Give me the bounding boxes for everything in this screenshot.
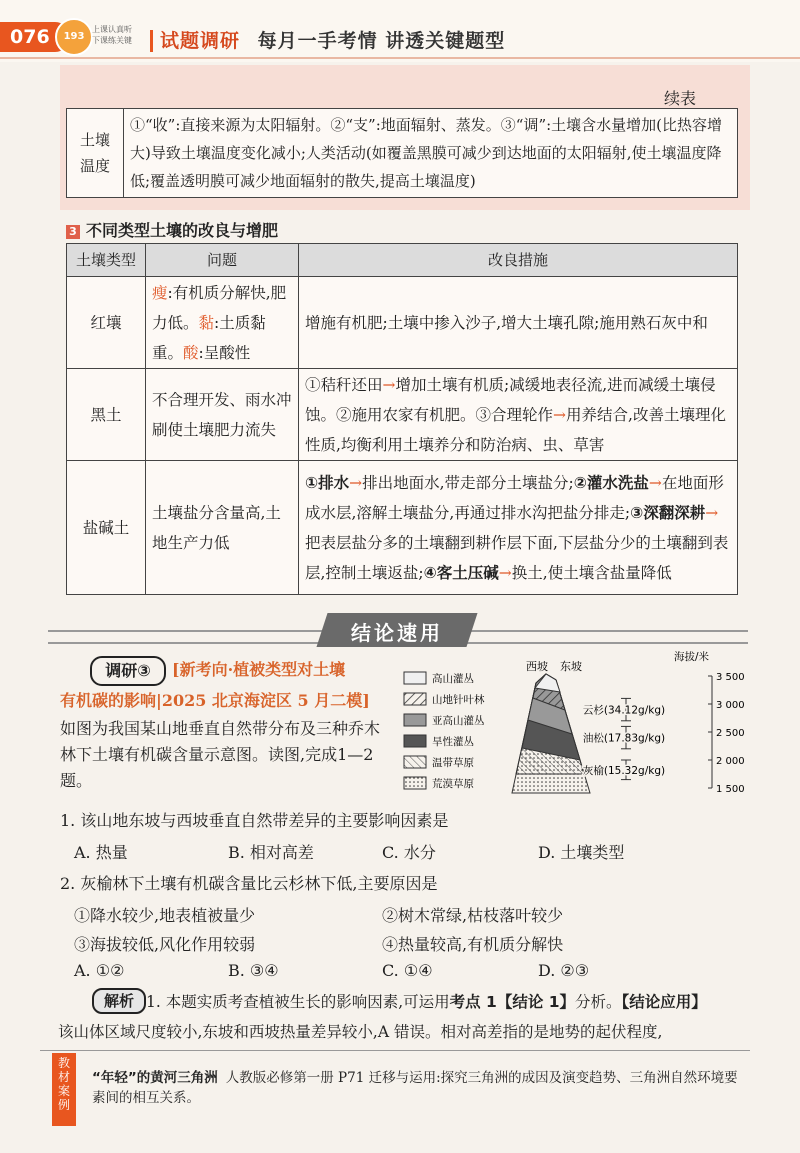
option[interactable]: B. 相对高差 [228,843,314,862]
legend-label: 亚高山灌丛 [432,715,485,727]
legend-swatch-conifer [404,693,426,705]
slogan-line-2: 下课练关键 [92,36,132,45]
footer-text: “年轻”的黄河三角洲 人教版必修第一册 P71 迁移与运用:探究三角洲的成因及演变趋势、三角洲自然环境要素间的相互关系。 [92,1070,738,1106]
problem-cell: 不合理开发、雨水冲刷使土壤肥力流失 [146,369,299,461]
legend-swatch-alpine-shrub [404,672,426,684]
mountain-profile [512,674,590,793]
legend-swatch-desert-steppe [404,777,426,789]
problem-cell: 瘦:有机质分解快,肥力低。黏:土质黏重。酸:呈酸性 [146,277,299,369]
section-banner: 结论速用 [351,621,443,645]
research-tag: 调研③ [90,656,166,686]
soil-type-cell: 盐碱土 [67,461,146,595]
table-header-row [67,244,738,277]
header-rule [0,57,800,59]
analysis-line-1: 1. 本题实质考查植被生长的影响因素,可运用考点 1【结论 1】分析。【结论应用】 [146,993,707,1011]
header-title-rest: 每月一手考情 讲透关键题型 [257,30,506,52]
statement: ④热量较高,有机质分解快 [382,935,564,954]
table-row [67,369,738,461]
arrow-icon: → [349,473,363,492]
question-1-options [74,840,754,864]
axis-tick-label: 3 500 [716,672,745,683]
table-row [67,461,738,595]
statement: ②树木常绿,枯枝落叶较少 [382,906,564,925]
header-slogan [92,24,148,46]
legend-label: 山地针叶林 [432,694,485,706]
legend-swatch-subalpine [404,714,426,726]
row-content: ①“收”:直接来源为太阳辐射。②“支”:地面辐射、蒸发。③“调”:土壤含水量增加(比热容增大)导致土壤温度变化减小;人类活动(如覆盖黑膜可减少到达地面的太阳辐射,使土壤温度降低;覆盖透明膜可减少地面辐射的散失,提高土壤温度) [124,109,738,198]
option[interactable]: C. ①④ [382,961,433,980]
legend-swatch-xeric [404,735,426,747]
header-title [160,26,505,53]
source-line-1: [新考向·植被类型对土壤 [172,660,346,679]
problem-cell: 土壤盐分含量高,土地生产力低 [146,461,299,595]
question-2-options [74,961,754,985]
analysis-line-2: 该山体区域尺度较小,东坡和西坡热量差异较小,A 错误。相对高差指的是地势的起伏程度, [58,1023,663,1041]
tree-range [583,760,665,780]
row-label: 土壤温度 [67,109,124,198]
page-number: 076 [0,22,70,52]
soil-type-cell: 黑土 [67,369,146,461]
statement: ①降水较少,地表植被量少 [74,906,256,925]
section-title [66,218,278,241]
statement: ③海拔较低,风化作用较弱 [74,935,256,954]
option[interactable]: B. ③④ [228,961,279,980]
measures-cell: ①秸秆还田→增加土壤有机质;减缓地表径流,进而减缓土壤侵蚀。②施用农家有机肥。③合理轮作→用养结合,改善土壤理化性质,均衡利用土壤养分和防治病、虫、草害 [299,369,738,461]
soil-improvement-table [66,243,738,595]
soil-temperature-table [66,108,738,198]
col-header: 改良措施 [299,244,738,277]
axis-tick-label: 3 000 [716,700,745,711]
question-2-statements [74,903,754,927]
question-2-stem: 2. 灰榆林下土壤有机碳含量比云杉林下低,主要原因是 [60,874,438,893]
source-line-2: 有机碳的影响|2025 北京海淀区 5 月二模] [60,691,370,710]
option[interactable]: C. 水分 [382,843,436,862]
mascot-badge-icon [55,18,93,56]
tree-range-label: 油松(17.83g/kg) [582,732,666,745]
table-row [67,277,738,369]
table-row [67,109,738,198]
continued-label: 续表 [664,89,697,108]
arrow-icon: → [498,563,512,582]
tree-range-label: 云杉(34.12g/kg) [582,704,666,717]
east-slope-label: 东坡 [560,660,582,673]
footer-title: “年轻”的黄河三角洲 [92,1070,218,1086]
west-slope-label: 西坡 [526,660,548,673]
tree-range-label: 灰榆(15.32g/kg) [582,764,666,777]
axis-tick-label: 2 500 [716,728,745,739]
figure-legend [404,672,485,790]
option[interactable]: D. 土壤类型 [538,843,625,862]
axis-title: 海拔/米 [674,651,710,663]
axis-tick-label: 2 000 [716,756,745,767]
tree-range [583,698,665,720]
measures-cell: ①排水→排出地面水,带走部分土壤盐分;②灌水洗盐→在地面形成水层,溶解土壤盐分,再通过排水沟把盐分排走;③深翻深耕→把表层盐分多的土壤翻到耕作层下面,下层盐分少的土壤翻到表层,控制土壤返盐;④客土压碱→换土,使土壤含盐量降低 [299,461,738,595]
section-number: 3 [66,225,80,239]
arrow-icon: → [648,473,662,492]
arrow-icon: → [382,375,396,394]
header-title-highlight: 试题调研 [160,30,241,52]
legend-label: 荒漠草原 [432,778,474,790]
slogan-line-1: 上课认真听 [92,25,132,34]
tree-ranges [583,698,665,779]
question-2-statements [74,932,754,956]
legend-label: 温带草原 [432,757,474,769]
footer-rule [40,1050,750,1051]
arrow-icon: → [705,503,719,522]
side-tab: 教材案例 [52,1053,76,1126]
arrow-icon: → [553,405,567,424]
legend-swatch-steppe [404,756,426,768]
legend-label: 高山灌丛 [432,673,474,685]
axis-tick-label: 1 500 [716,784,745,795]
question-1-stem: 1. 该山地东坡与西坡垂直自然带差异的主要影响因素是 [60,811,449,830]
measures-cell: 增施有机肥;土壤中掺入沙子,增大土壤孔隙;施用熟石灰中和 [299,277,738,369]
legend-label: 旱性灌丛 [432,736,474,748]
col-header: 土壤类型 [67,244,146,277]
question-intro: 如图为我国某山地垂直自然带分布及三种乔木林下土壤有机碳含量示意图。读图,完成1—2题。 [60,719,381,790]
col-header: 问题 [146,244,299,277]
option[interactable]: D. ②③ [538,961,590,980]
badge-text: 193 [63,31,85,42]
option[interactable]: A. ①② [74,961,125,980]
header-divider [150,30,153,52]
option[interactable]: A. 热量 [74,843,128,862]
analysis-tag: 解析 [92,988,146,1014]
altitude-axis [708,672,745,795]
soil-type-cell: 红壤 [67,277,146,369]
section-title-text: 不同类型土壤的改良与增肥 [86,221,279,240]
mountain-figure [400,648,770,798]
tree-range [583,726,665,748]
